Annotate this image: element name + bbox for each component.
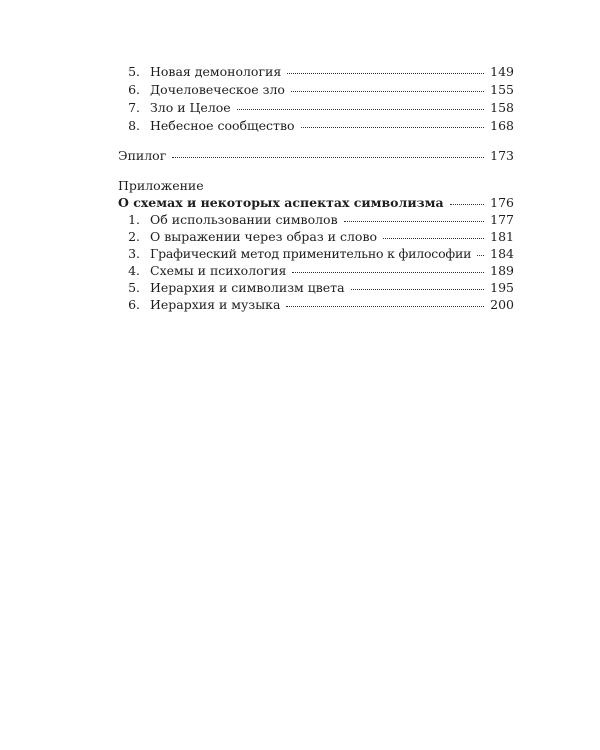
dot-leader (301, 117, 484, 128)
toc-entry-number: 6. (128, 82, 140, 97)
dot-leader (172, 147, 484, 158)
toc-entry (118, 212, 514, 228)
toc-entry-page: 184 (490, 246, 514, 261)
toc-entry (118, 118, 514, 134)
toc-entry-number: 3. (128, 246, 140, 261)
toc-entry-appendix (118, 195, 514, 211)
toc-entry (118, 246, 514, 262)
toc-entry-number: 5. (128, 64, 140, 79)
toc-entry-page: 173 (490, 148, 514, 163)
dot-leader (450, 194, 484, 205)
toc-entry-number: 6. (128, 297, 140, 312)
toc-entry-title: Новая демонология (150, 64, 282, 79)
toc-entry-number: 7. (128, 100, 140, 115)
dot-leader (292, 262, 484, 273)
toc-entry-page: 195 (490, 280, 514, 295)
toc-entry-page: 177 (490, 212, 514, 227)
toc-entry-page: 155 (490, 82, 514, 97)
appendix-label: Приложение (118, 178, 204, 193)
toc-entry-page: 200 (490, 297, 514, 312)
dot-leader (351, 279, 484, 290)
toc-entry (118, 297, 514, 313)
toc-entry-title: Схемы и психология (150, 263, 287, 278)
toc-entry-page: 158 (490, 100, 514, 115)
dot-leader (477, 245, 484, 256)
toc-entry-epilogue (118, 148, 514, 164)
toc-entry-title: О выражении через образ и слово (150, 229, 378, 244)
toc-entry-page: 149 (490, 64, 514, 79)
toc-entry-number: 1. (128, 212, 140, 227)
toc-entry-number: 4. (128, 263, 140, 278)
toc-entry-title: Иерархия и музыка (150, 297, 281, 312)
toc-entry-title: Графический метод применительно к философии (150, 246, 472, 261)
toc-entry (118, 229, 514, 245)
toc-entry (118, 82, 514, 98)
toc-entry-number: 5. (128, 280, 140, 295)
toc-entry-title: Зло и Целое (150, 100, 231, 115)
dot-leader (344, 211, 484, 222)
toc-entry (118, 64, 514, 80)
toc-entry-title: О схемах и некоторых аспектах символизма (118, 195, 444, 210)
toc-entry-title: Иерархия и символизм цвета (150, 280, 345, 295)
toc-entry-number: 8. (128, 118, 140, 133)
toc-entry-title: Небесное сообщество (150, 118, 295, 133)
dot-leader (291, 81, 484, 92)
toc-entry-title: Об использовании символов (150, 212, 338, 227)
toc-entry (118, 280, 514, 296)
toc-entry (118, 263, 514, 279)
toc-entry-number: 2. (128, 229, 140, 244)
toc-entry-page: 176 (490, 195, 514, 210)
toc-entry (118, 100, 514, 116)
toc-entry-page: 189 (490, 263, 514, 278)
dot-leader (287, 63, 484, 74)
dot-leader (383, 228, 484, 239)
toc-entry-page: 181 (490, 229, 514, 244)
toc-entry-page: 168 (490, 118, 514, 133)
toc-entry-title: Дочеловеческое зло (150, 82, 285, 97)
dot-leader (286, 296, 484, 307)
toc-entry-title: Эпилог (118, 148, 167, 163)
dot-leader (237, 99, 484, 110)
